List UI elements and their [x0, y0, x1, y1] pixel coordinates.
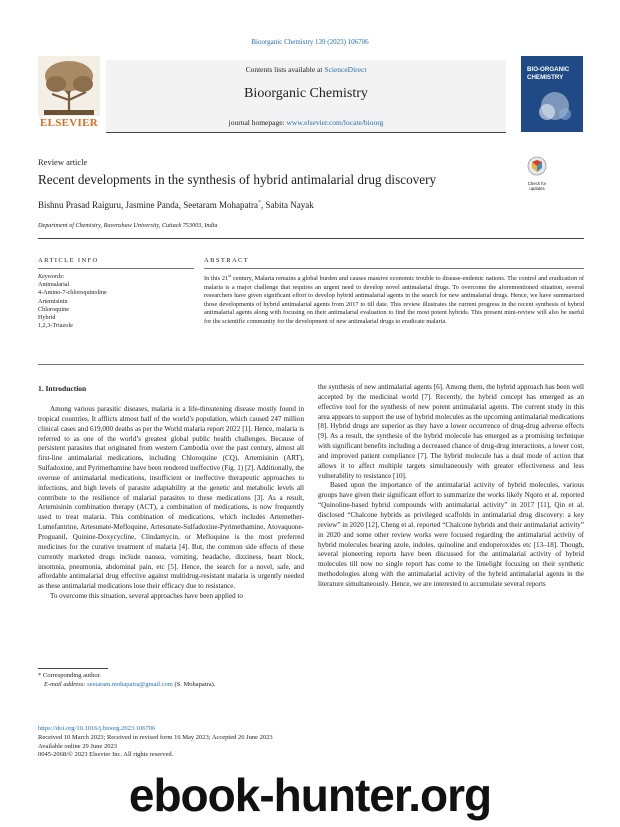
crossmark-icon — [524, 156, 550, 176]
journal-header-box — [106, 60, 506, 133]
elsevier-logo — [38, 56, 100, 130]
keyword-item: Antimalarial — [38, 281, 70, 289]
abstract-text: In this 21st century, Malaria remains a global burden and causes massive economic trouble to disease-endemic nations. The control and eradication of malaria is a major challenge that requires an urgent need to develop novel antimalarial drugs. To overcome the aforementioned situation, several researchers have given significant effort to develop hybrid antimalarial agents in the search for new antimalarial drugs. Hence, we have summarized those developments of hybrid antimalarial agents from 2017 to till date. This review illustrates the current progress in the recent synthesis of hybrid antimalarial agents along with focusing on their antimalarial evaluation to find the most potent hybrids. This present mini-review will also be useful for the scientific community for the development of new antimalarial drugs to eradicate malaria. — [204, 273, 584, 326]
journal-name: Bioorganic Chemistry — [244, 86, 368, 101]
keyword-item: Artemisinin — [38, 297, 68, 305]
corresponding-mark[interactable]: * — [257, 200, 261, 206]
article-type: Review article — [38, 157, 88, 167]
keyword-item: Hybrid — [38, 314, 56, 322]
contents-line: Contents lists available at ScienceDirect — [245, 65, 367, 74]
paragraph: To overcome this situation, several approaches have been applied to — [50, 592, 243, 601]
body-column-right — [318, 383, 584, 590]
watermark: ebook-hunter.org — [128, 769, 492, 821]
section-heading-introduction: 1. Introduction — [38, 384, 87, 393]
sciencedirect-link[interactable]: ScienceDirect — [324, 65, 367, 74]
affiliation: Department of Chemistry, Ravenshaw University, Cuttack 753003, India — [38, 222, 218, 229]
keyword-list — [38, 273, 107, 330]
homepage-line: journal homepage: www.elsevier.com/locate/bioorg — [228, 118, 384, 127]
article-title: Recent developments in the synthesis of hybrid antimalarial drug discovery — [38, 172, 437, 187]
abstract-bottom-divider — [38, 364, 584, 365]
keyword-item: 4-Amino-7-chloroquinoline — [38, 289, 107, 297]
footnote: * Corresponding author. E-mail address: seetaram.mohapatra@gmail.com (S. Mohapatra). — [38, 672, 216, 688]
journal-reference[interactable]: Bioorganic Chemistry 139 (2023) 106706 — [251, 38, 369, 46]
copyright: 0045-2068/© 2023 Elsevier Inc. All rights reserved. — [38, 751, 174, 759]
header-divider — [38, 238, 584, 239]
homepage-link[interactable]: www.elsevier.com/locate/bioorg — [286, 118, 384, 127]
doi-link[interactable]: https://doi.org/10.1016/j.bioorg.2023.106706 — [38, 725, 156, 732]
cover-art-icon — [521, 56, 583, 132]
keyword-item: Chloroquine — [38, 305, 69, 313]
elsevier-wordmark: ELSEVIER — [39, 117, 99, 129]
journal-cover — [521, 56, 583, 132]
cover-title: BIO-ORGANIC CHEMISTRY — [527, 66, 570, 81]
keywords-label: Keywords: — [38, 273, 65, 280]
abstract-divider — [204, 268, 584, 269]
author-list: Bishnu Prasad Raiguru, Jasmine Panda, Seetaram Mohapatra*, Sabita Nayak — [38, 200, 314, 210]
publication-info — [38, 725, 273, 760]
footnote-divider — [38, 668, 108, 669]
received-dates: Received 10 March 2023; Received in revised form 16 May 2023; Accepted 26 June 2023 — [38, 733, 273, 741]
body-column-left — [38, 405, 304, 602]
check-for-updates-badge[interactable] — [524, 156, 550, 191]
paragraph: Based upon the importance of the antimalarial activity of hybrid molecules, various groups have given their significant effort to summarize the works likely Nqoro et al. reported “Quinoline-based hybrid compounds with antimalarial activity” in 2017 [11], Qin et al. disclosed “Chalcone hybrids as privileged scaffolds in antimalarial drug discovery: a key review” in 2020 [12], Cheng et al. reported “Chalcone hybrids and their antimalarial activity” in 2020 and some other review works were focused regarding the antimalarial activity of hybrid molecules bearing azole, indoles, quinoline and endoperoxides etc [13–18]. Though, several pioneering reports have been discussed for the antimalarial activity of hybrid molecules till now no single report has come to the limelight focusing on their synthetic methodologies along with the antimalarial activity of the hybrid antimalarial agents in the literature simultaneously. Hence, we are interested to accumulate several reports — [318, 481, 584, 588]
crossmark-label: Check for updates — [527, 181, 547, 191]
info-divider — [38, 268, 194, 269]
abstract-heading: ABSTRACT — [204, 257, 250, 264]
keyword-item: 1,2,3-Triazole — [38, 322, 73, 330]
paragraph: Among various parasitic diseases, malaria is a life-threatening disease mostly found in tropical countries. It afflicts almost half of the world’s population, which caused 247 million clinical cases and 619,000 deaths as per the World malaria report 2022 [1]. Hence, malaria is referred to as one of the world’s greatest global public health challenges. Because of persistent parasites that originated from western Cambodia over the past century, almost all first-line antimalarial medications, including Chloroquine (CQ), Artemisinin (ART), Sulfadoxine, and Pyrimethamine have been rendered ineffective (Fig. 1) [2]. Additionally, the overuse of antimalarial medications, insufficient or ineffective therapeutic approaches to infections, and high levels of parasite adaptability at the genetic and metabolic levels all contribute to the resilience of malarial parasites to these medications [3]. As a result, Artemisinin combination therapy (ACT), a combination of medications, is now frequently used to treat malaria. This combination of medications, which includes Artemether-Lumefantrine, Artesunate-Mefloquine, Artesunate-Sulfadoxine-Pyrimethamine, Atovaquone-Proguanil, Quinine-Doxycycline, Clindamycin, or Mefloquine is the most preferred medicines for the curative treatment of malaria [4]. But, the common side effects of these currently marketed drugs include nausea, vomiting, headache, dizziness, heart block, insomnia, pneumonia, abdominal pain, etc [5]. Hence, the search for a novel, safe, and affordable antimalarial drug effective against multidrug-resistant malaria is urgently needed as these antimalarial medications lose their efficacy due to resistance. — [38, 405, 304, 591]
email-link[interactable]: seetaram.mohapatra@gmail.com — [87, 681, 173, 688]
article-info-heading: ARTICLE INFO — [38, 257, 99, 264]
available-online: Available online 29 June 2023 — [38, 742, 117, 750]
paragraph: the synthesis of new antimalarial agents [6]. Among them, the hybrid approach has been well accepted by the medicinal world [7]. Recently, the hybrid concept has emerged as an effective tool for the synthesis of new potent antimalarial agents. The current study in this area appears to support the use of hybrid molecules as the upcoming antimalarial medications [8]. Hybrid drugs are superior as they have a lower occurrence of drug-drug adverse effects [9]. As a result, the synthesis of the hybrid molecule has emerged as a promising technique with significant benefits including a decreased chance of drug-drug interactions, a lower cost, and improved patient compliance [7]. The hybrid molecule has a dual mode of action that allows it to affect multiple targets simultaneously with greater effectiveness and less vulnerability to resistance [10]. — [318, 383, 584, 480]
